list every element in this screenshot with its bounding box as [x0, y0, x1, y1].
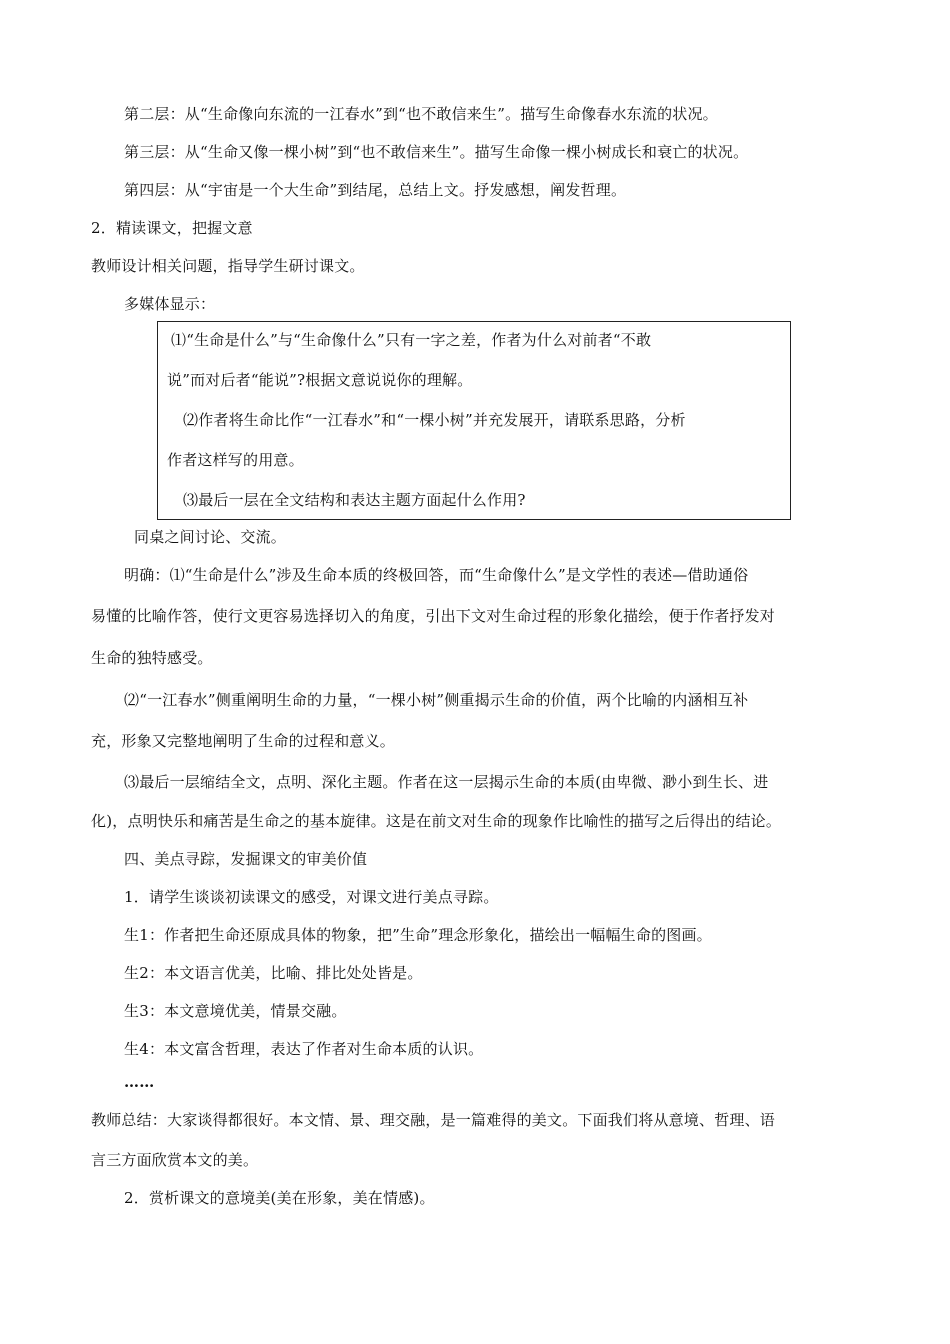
answer-2-line2: 充，形象又完整地阐明了生命的过程和意义。 [91, 732, 396, 750]
ellipsis: …… [124, 1073, 155, 1091]
section4-item1: 1．请学生谈谈初读课文的感受，对课文进行美点寻踪。 [124, 888, 499, 906]
paragraph-layer4: 第四层：从“宇宙是一个大生命”到结尾，总结上文。抒发感想，阐发哲理。 [124, 181, 627, 199]
section4-item2: 2．赏析课文的意境美(美在形象，美在情感)。 [124, 1189, 435, 1207]
student-4: 生4：本文富含哲理，表达了作者对生命本质的认识。 [124, 1040, 484, 1058]
answer-1-line1: 明确：⑴“生命是什么”涉及生命本质的终极回答，而“生命像什么”是文学性的表述—借助通俗 [124, 566, 749, 584]
question-2-line1: ⑵作者将生命比作“一江春水”和“一棵小树”并充发展开，请联系思路，分析 [183, 411, 686, 429]
student-2: 生2：本文语言优美，比喻、排比处处皆是。 [124, 964, 423, 982]
question-1-line1: ⑴“生命是什么”与“生命像什么”只有一字之差，作者为什么对前者“不敢 [171, 331, 652, 349]
question-1-line2: 说”而对后者“能说”?根据文意说说你的理解。 [167, 371, 473, 389]
multimedia-label: 多媒体显示： [124, 295, 216, 313]
question-2-line2: 作者这样写的用意。 [167, 451, 304, 469]
teacher-summary-line1: 教师总结：大家谈得都很好。本文情、景、理交融，是一篇难得的美文。下面我们将从意境、哲理、语 [91, 1111, 776, 1129]
section4-heading: 四、美点寻踪，发掘课文的审美价值 [124, 850, 368, 868]
student-3: 生3：本文意境优美，情景交融。 [124, 1002, 347, 1020]
paragraph-layer2: 第二层：从“生命像向东流的一江春水”到“也不敢信来生”。描写生命像春水东流的状况。 [124, 105, 718, 123]
answer-1-line3: 生命的独特感受。 [91, 649, 213, 667]
question-3: ⑶最后一层在全文结构和表达主题方面起什么作用? [183, 491, 526, 509]
teacher-summary-line2: 言三方面欣赏本文的美。 [91, 1151, 259, 1169]
answer-3-line1: ⑶最后一层缩结全文，点明、深化主题。作者在这一层揭示生命的本质(由卑微、渺小到生长、进 [124, 773, 769, 791]
answer-1-line2: 易懂的比喻作答，使行文更容易选择切入的角度，引出下文对生命过程的形象化描绘，便于作者抒发对 [91, 607, 776, 625]
section2-intro: 教师设计相关问题，指导学生研讨课文。 [91, 257, 365, 275]
answer-3-line2: 化)，点明快乐和痛苦是生命之的基本旋律。这是在前文对生命的现象作比喻性的描写之后得出的结论。 [91, 812, 782, 830]
section2-heading: 2．精读课文，把握文意 [91, 219, 253, 237]
answer-2-line1: ⑵“一江春水”侧重阐明生命的力量，“一棵小树”侧重揭示生命的价值，两个比喻的内涵相互补 [124, 691, 749, 709]
discuss-text: 同桌之间讨论、交流。 [134, 528, 287, 546]
paragraph-layer3: 第三层：从“生命又像一棵小树”到“也不敢信来生”。描写生命像一棵小树成长和衰亡的状况。 [124, 143, 749, 161]
student-1: 生1：作者把生命还原成具体的物象，把”生命”理念形象化，描绘出一幅幅生命的图画。 [124, 926, 712, 944]
